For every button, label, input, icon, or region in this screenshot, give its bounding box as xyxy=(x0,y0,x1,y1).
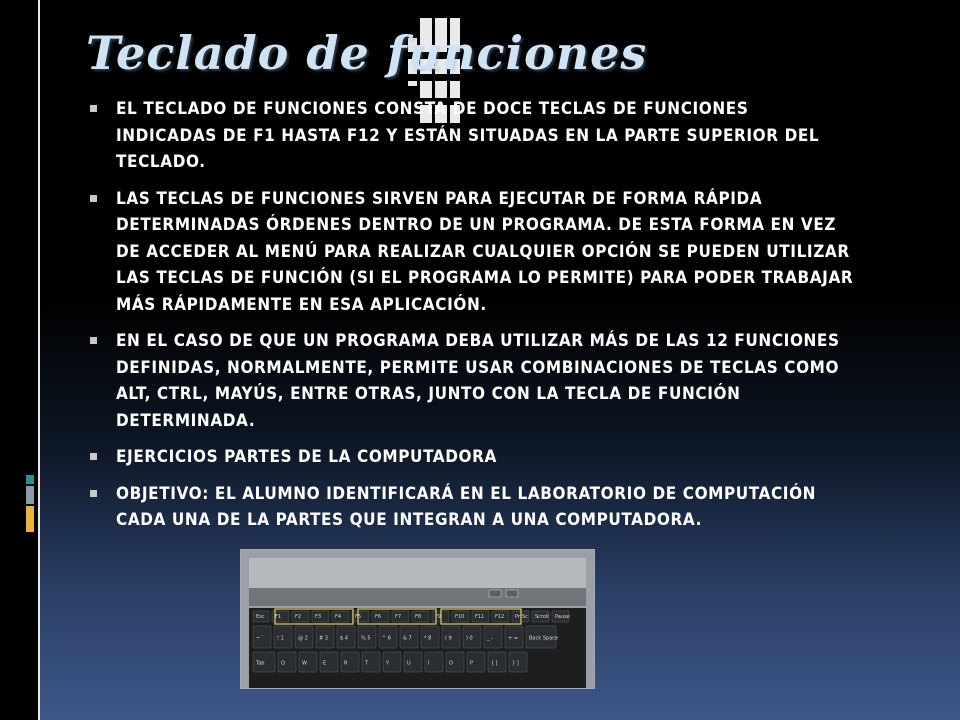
keyboard-key-label: F12 xyxy=(495,613,505,620)
keyboard-key-label: Y xyxy=(386,660,390,667)
keyboard-edge xyxy=(249,588,586,606)
square-bullet-icon xyxy=(90,453,97,460)
keyboard-key-label: $ 4 xyxy=(340,635,348,642)
keyboard-key-label: Q xyxy=(281,660,285,667)
keyboard-key-label: F11 xyxy=(475,613,485,620)
keyboard-key-label: & 7 xyxy=(403,635,412,642)
square-bullet-icon xyxy=(90,105,97,112)
left-decor-bar xyxy=(0,0,38,720)
keyboard-key-label: I xyxy=(428,660,430,667)
keyboard-illustration xyxy=(241,550,594,688)
keyboard-key-label: Back Space xyxy=(529,635,558,642)
status-led-icon xyxy=(489,590,501,597)
keyboard-key-label: @ 2 xyxy=(298,635,308,642)
keyboard-key-label: Tab xyxy=(256,660,265,667)
keyboard-key-label: F4 xyxy=(335,613,342,620)
keyboard-key-label: ^ 6 xyxy=(382,635,391,642)
keyboard-key-label: ~ ` xyxy=(256,635,265,642)
keyboard-key-label: Esc xyxy=(256,613,265,620)
bullet-item xyxy=(84,96,854,176)
keyboard-key-label: } ] xyxy=(512,660,519,667)
keyboard-key-label: ! 1 xyxy=(277,635,284,642)
keyboard-key-label: # 3 xyxy=(319,635,328,642)
keyboard-key-label: PrtSc xyxy=(515,613,528,620)
slide-title: Teclado de funciones xyxy=(86,26,648,80)
keyboard-key-label: F1 xyxy=(275,613,282,620)
keyboard-key-label: { [ xyxy=(491,660,498,667)
keyboard-key-label: * 8 xyxy=(424,635,432,642)
keyboard-key-label: % 5 xyxy=(361,635,371,642)
keyboard-key-label: F7 xyxy=(395,613,402,620)
status-led-icon xyxy=(506,590,518,597)
keyboard-key-label: F10 xyxy=(455,613,465,620)
keyboard-key-label: F5 xyxy=(355,613,362,620)
bullet-text: EL TECLADO DE FUNCIONES CONSTA DE DOCE TECLAS DE FUNCIONES INDICADAS DE F1 HASTA F12 Y ESTÁN SITUADAS EN LA PARTE SUPERIOR DEL TECLADO. xyxy=(116,99,820,172)
keyboard-key-label: ( 9 xyxy=(445,635,452,642)
bullet-item xyxy=(84,186,854,319)
keyboard-key-label: R xyxy=(344,660,348,667)
keyboard-key-label: U xyxy=(407,660,411,667)
bullet-item xyxy=(84,328,854,434)
square-bullet-icon xyxy=(90,490,97,497)
keyboard-key-label: W xyxy=(302,660,307,667)
keyboard-key-label: F9 xyxy=(435,613,442,620)
bullet-item xyxy=(84,481,854,534)
keyboard-key-label: F8 xyxy=(415,613,422,620)
bullet-list xyxy=(84,96,854,544)
keyboard-key-label: F3 xyxy=(315,613,322,620)
keyboard-key-label: P xyxy=(470,660,474,667)
objective-label: OBJETIVO xyxy=(116,483,203,504)
keyboard-key-label: F6 xyxy=(375,613,382,620)
bullet-item xyxy=(84,444,854,471)
keyboard-key-label: O xyxy=(449,660,453,667)
square-bullet-icon xyxy=(90,337,97,344)
keyboard-key-label: _ - xyxy=(487,635,493,642)
left-divider-line xyxy=(38,0,40,720)
keyboard-photo xyxy=(240,549,595,689)
keyboard-key-label: E xyxy=(323,660,327,667)
bullet-text: : EL ALUMNO IDENTIFICARÁ EN EL LABORATORIO DE COMPUTACIÓN CADA UNA DE LA PARTES QUE INTEGRAN A UNA COMPUTADORA. xyxy=(116,483,817,530)
square-bullet-icon xyxy=(90,195,97,202)
bullet-text: LAS TECLAS DE FUNCIONES SIRVEN PARA EJECUTAR DE FORMA RÁPIDA DETERMINADAS ÓRDENES DENTRO DE UN PROGRAMA. DE ESTA FORMA EN VEZ DE ACCEDER AL MENÚ PARA REALIZAR CUALQUIER OPCIÓN SE PUEDEN UTILIZAR LAS TECLAS DE FUNCIÓN (SI EL PROGRAMA LO PERMITE) PARA PODER TRABAJAR MÁS RÁPIDAMENTE EN ESA APLICACIÓN. xyxy=(116,188,854,315)
keyboard-key-label: F2 xyxy=(295,613,302,620)
keyboard-key-label: T xyxy=(365,660,369,667)
bullet-text: EN EL CASO DE QUE UN PROGRAMA DEBA UTILIZAR MÁS DE LAS 12 FUNCIONES DEFINIDAS, NORMALMENTE, PERMITE USAR COMBINACIONES DE TECLAS COMO ALT, CTRL, MAYÚS, ENTRE OTRAS, JUNTO CON LA TECLA DE FUNCIÓN DETERMINADA. xyxy=(116,331,840,431)
keyboard-key-label: ) 0 xyxy=(466,635,473,642)
keyboard-key-label: Scroll xyxy=(535,613,549,620)
keyboard-key-label: Pause xyxy=(555,613,570,620)
keyboard-key-label: + = xyxy=(508,635,518,642)
bullet-text: EJERCICIOS PARTES DE LA COMPUTADORA xyxy=(116,447,497,467)
